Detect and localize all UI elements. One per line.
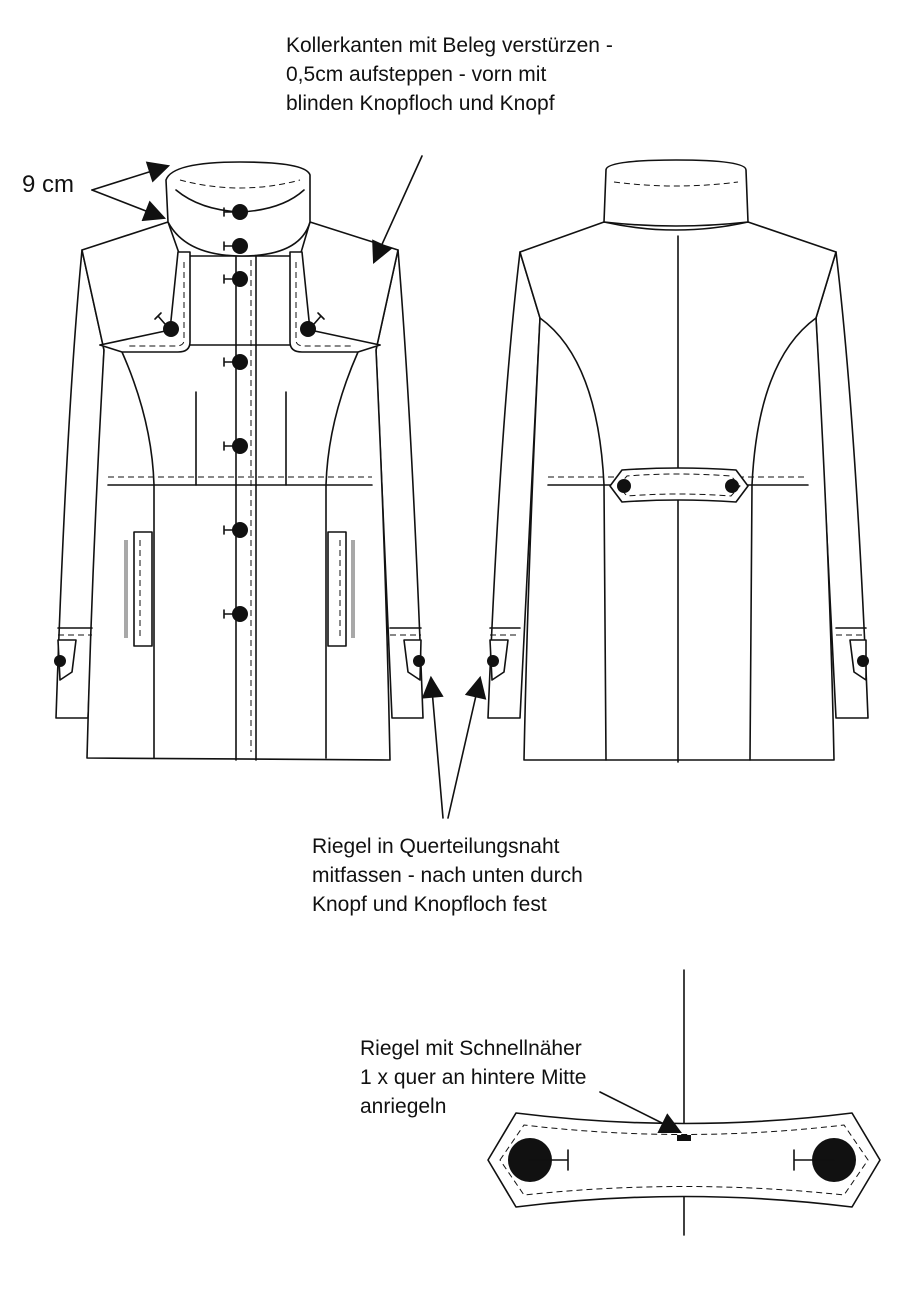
front-body	[82, 222, 398, 760]
collar-note	[286, 31, 613, 118]
bartack-mark	[677, 1135, 691, 1141]
bartack-note	[360, 1034, 586, 1121]
belt-seam-note	[312, 832, 583, 919]
collar-height-label: 9 cm	[22, 171, 75, 198]
back-collar	[604, 160, 748, 226]
belt-seam-note-line: Riegel in Querteilungsnaht	[312, 835, 560, 858]
collar-note-line: blinden Knopfloch und Knopf	[286, 92, 555, 115]
back-view	[487, 160, 869, 762]
collar-note-line: 0,5cm aufsteppen - vorn mit	[286, 63, 547, 86]
bartack-note-line: Riegel mit Schnellnäher	[360, 1037, 582, 1060]
belt-seam-note-line: mitfassen - nach unten durch	[312, 864, 583, 887]
belt-seam-note-line: Knopf und Knopfloch fest	[312, 893, 547, 916]
collar-note-line: Kollerkanten mit Beleg verstürzen -	[286, 34, 613, 57]
bartack-note-line: 1 x quer an hintere Mitte	[360, 1066, 587, 1089]
front-view	[54, 162, 425, 760]
bartack-note-line: anriegeln	[360, 1095, 447, 1118]
